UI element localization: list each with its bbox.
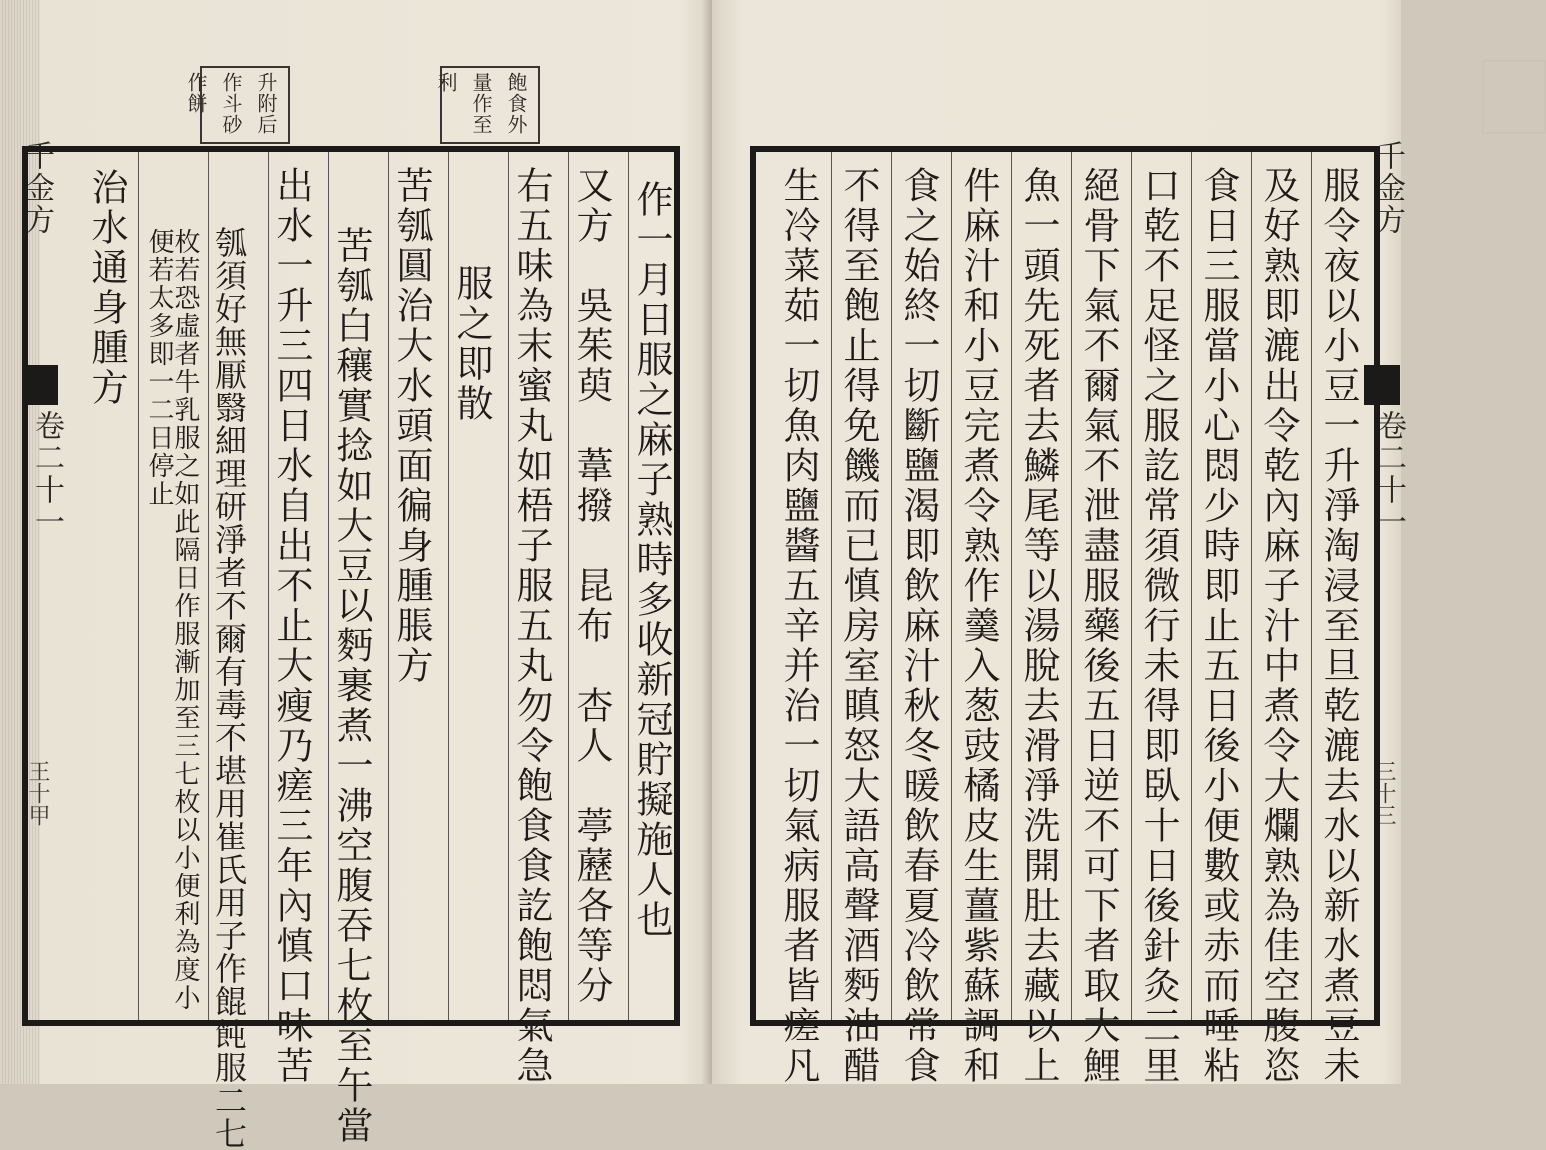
text-column: 不得至飽止得免饑而已慎房室瞋怒大語高聲酒麪油醋 [837,166,880,1086]
left-page [0,0,712,1150]
text-frame [22,146,680,1150]
annotation-line: 飽食外 [504,72,528,135]
text-column: 出水一升三四日水自出不止大瘦乃瘥三年內慎口味苦 [270,166,313,1086]
folio-number: 三十三 [1371,760,1396,826]
text-column: 又方 吳茱萸 葦撥 昆布 杏人 葶藶各等分 [570,166,613,1006]
annotation-box-1 [434,66,540,144]
annotation-line: 作斗砂 [219,72,243,135]
text-column: 服之即散 [450,264,493,424]
text-column: 生冷菜茹一切魚肉鹽醬五辛并治一切氣病服者皆瘥凡 [777,166,820,1086]
text-column-commentary: 枚若恐虛者牛乳服之如此隔日作服漸加至三七枚以小便利為度小便若太多即一二日停止 [144,228,200,1012]
annotation-line: 升附后 [254,72,278,135]
text-column: 絕骨下氣不爾氣不泄盡服藥後五日逆不可下者取大鯉 [1077,166,1120,1086]
text-column: 瓠須好無厭翳細理研淨者不爾有毒不堪用崔氏用子作餛飩服二七 [210,226,248,1150]
folio-number: 王十甲 [25,760,50,826]
chapter-tab: 卷二十一 [29,410,64,538]
margin-title: 千金方 [1370,140,1405,236]
annotation-box-2 [184,66,290,144]
text-column: 右五味為末蜜丸如梧子服五丸勿令飽食食訖飽悶氣急 [510,166,553,1086]
chapter-tab: 卷二十一 [1371,410,1406,538]
text-column: 治水通身腫方 [85,168,128,408]
text-column: 食日三服當小心悶少時即止五日後小便數或赤而唾粘 [1197,166,1240,1086]
text-column: 食之始終一切斷鹽渴即飲麻汁秋冬暖飲春夏冷飲常食 [897,166,940,1086]
margin-title: 千金方 [19,140,54,236]
annotation-line: 量作至 [469,72,493,135]
text-column: 作一月日服之麻子熟時多收新冠貯擬施人也 [630,180,673,940]
text-column: 件麻汁和小豆完煮令熟作羹入葱豉橘皮生薑紫蘇調和 [957,166,1000,1086]
annotation-line: 利 [434,72,458,93]
text-frame [750,146,1380,1086]
annotation-line: 作餅 [184,72,208,114]
text-column: 苦瓠白穰實捻如大豆以麪裹煮一沸空腹吞七枚至午當 [330,226,373,1146]
text-column: 苦瓠圓治大水頭面徧身腫脹方 [390,166,433,686]
text-column: 口乾不足怪之服訖常須微行未得即臥十日後針灸三里 [1137,166,1180,1086]
text-column: 服令夜以小豆一升淨淘浸至旦乾漉去水以新水煮豆未 [1317,166,1360,1086]
bleed-through-mark [1482,60,1546,134]
text-column: 魚一頭先死者去鱗尾等以湯脫去滑淨洗開肚去藏以上 [1017,166,1060,1086]
text-column: 及好熟即漉出令乾內麻子汁中煮令大爛熟為佳空腹恣 [1257,166,1300,1086]
